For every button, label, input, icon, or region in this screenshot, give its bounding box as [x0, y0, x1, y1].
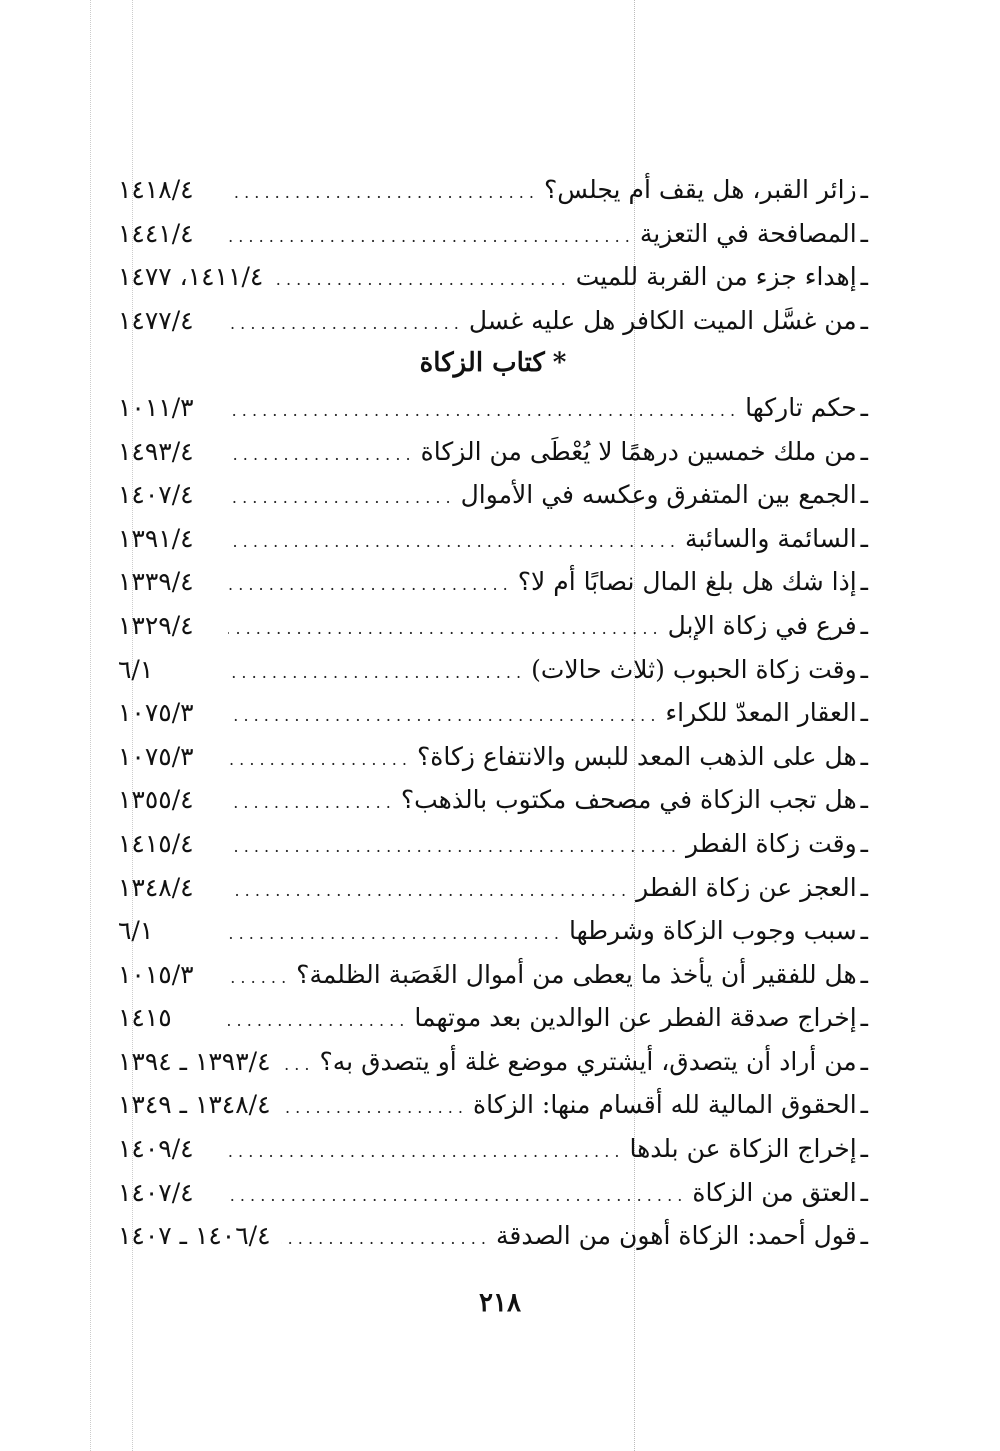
entry-dash: ـ	[860, 872, 868, 902]
entry-title: السائمة والسائبة	[684, 523, 857, 553]
entry-title: حكم تاركها	[745, 392, 857, 422]
leader-dots	[228, 215, 630, 259]
entry-reference: ١٣٩١/٤	[118, 523, 194, 553]
entry-title: من ملك خمسين درهمًا لا يُعْطَى من الزكاة	[420, 436, 857, 466]
entry-dash: ـ	[860, 262, 868, 292]
leader-dots	[228, 607, 658, 651]
leader-dots	[228, 389, 735, 433]
entry-dash: ـ	[860, 436, 868, 466]
leader-dots	[273, 258, 565, 302]
entry-title: الحقوق المالية لله أقسام منها: الزكاة	[473, 1090, 857, 1120]
entry-dash: ـ	[860, 305, 868, 335]
entry-reference: ١٠١٥/٣	[118, 959, 194, 989]
entry-title: المصافحة في التعزية	[639, 218, 857, 248]
entry-dash: ـ	[860, 785, 868, 815]
entry-dash: ـ	[860, 959, 868, 989]
index-entry	[118, 866, 868, 910]
leader-dots	[228, 825, 676, 869]
entry-dash: ـ	[860, 1134, 868, 1164]
entry-title: العتق من الزكاة	[692, 1177, 857, 1207]
index-entry	[118, 648, 868, 692]
entry-title: وقت زكاة الفطر	[686, 828, 857, 858]
index-entry	[118, 430, 868, 474]
index-entry	[118, 299, 868, 343]
entry-title: إخراج صدقة الفطر عن الوالدين بعد موتهما	[414, 1003, 857, 1033]
entry-title: العقار المعدّ للكراء	[665, 698, 857, 728]
entry-dash: ـ	[860, 567, 868, 597]
entry-dash: ـ	[860, 828, 868, 858]
entry-dash: ـ	[860, 741, 868, 771]
entry-dash: ـ	[860, 392, 868, 422]
entry-dash: ـ	[860, 175, 868, 204]
entry-dash: ـ	[860, 610, 868, 640]
leader-dots	[281, 1217, 486, 1261]
index-entry	[118, 1171, 868, 1215]
section-heading-text: كتاب الزكاة	[419, 348, 545, 379]
entry-dash: ـ	[860, 218, 868, 248]
entry-reference: ١٤٠٦/٤ ـ ١٤٠٧	[118, 1221, 271, 1251]
scan-margin-line	[90, 0, 91, 1451]
entry-reference: ١٣٩٣/٤ ـ ١٣٩٤	[118, 1046, 271, 1076]
leader-dots	[228, 956, 286, 1000]
index-entry	[118, 778, 868, 822]
entry-title: إخراج الزكاة عن بلدها	[629, 1134, 857, 1164]
entry-dash: ـ	[860, 523, 868, 553]
entry-reference: ١٣٥٥/٤	[118, 785, 194, 815]
leader-dots	[228, 563, 508, 607]
entry-title: الجمع بين المتفرق وعكسه في الأموال	[460, 480, 857, 510]
leader-dots	[228, 1174, 682, 1218]
leader-dots	[228, 738, 407, 782]
entry-title: هل للفقير أن يأخذ ما يعطى من أموال الغَصَبة الظلمة؟	[296, 959, 857, 989]
entry-reference: ١٣٤٨/٤ ـ ١٣٤٩	[118, 1090, 271, 1120]
entry-reference: ١٣٢٩/٤	[118, 610, 194, 640]
entry-title: سبب وجوب الزكاة وشرطها	[568, 916, 857, 946]
entry-title: هل على الذهب المعد للبس والانتفاع زكاة؟	[416, 741, 857, 771]
leader-dots	[228, 694, 655, 738]
entry-reference: ١٤٤١/٤	[118, 218, 194, 248]
index-entry	[118, 386, 868, 430]
entry-reference: ١٠١١/٣	[118, 392, 194, 422]
index-entry	[118, 255, 868, 299]
leader-dots	[281, 1086, 464, 1130]
entry-title: إذا شك هل بلغ المال نصابًا أم لا؟	[517, 567, 857, 597]
entry-title: إهداء جزء من القربة للميت	[575, 262, 857, 292]
entry-reference: ١٣٣٩/٤	[118, 567, 194, 597]
leader-dots	[228, 1130, 619, 1174]
index-entry	[118, 953, 868, 997]
index-entry	[118, 168, 868, 212]
page-number: ٢١٨	[479, 1288, 521, 1318]
entry-reference: ١٤٠٩/٤	[118, 1134, 194, 1164]
leader-dots	[228, 651, 521, 695]
index-entry	[118, 1083, 868, 1127]
index-entry	[118, 691, 868, 735]
entry-dash: ـ	[860, 1221, 868, 1251]
leader-dots	[228, 781, 391, 825]
index-entry	[118, 560, 868, 604]
entry-reference: ١٤٩٣/٤	[118, 436, 194, 466]
section-heading	[118, 342, 868, 386]
entry-reference: ١٤٧٧/٤	[118, 305, 194, 335]
index-entry	[118, 604, 868, 648]
index-entry	[118, 1214, 868, 1258]
entry-dash: ـ	[860, 1003, 868, 1033]
entry-dash: ـ	[860, 698, 868, 728]
leader-dots	[228, 476, 451, 520]
entry-reference: ١٤٠٧/٤	[118, 1177, 194, 1207]
leader-dots	[228, 869, 626, 913]
index-entry	[118, 517, 868, 561]
leader-dots	[228, 912, 559, 956]
entry-reference: ١٤١٥/٤	[118, 828, 194, 858]
entry-title: زائر القبر، هل يقف أم يجلس؟	[544, 175, 857, 204]
entry-title: فرع في زكاة الإبل	[667, 610, 857, 640]
entry-dash: ـ	[860, 1090, 868, 1120]
index-entry	[118, 822, 868, 866]
entry-dash: ـ	[860, 1177, 868, 1207]
entry-reference: ٦/١	[118, 654, 154, 684]
entry-title: العجز عن زكاة الفطر	[636, 872, 857, 902]
index-entry	[118, 909, 868, 953]
entry-title: هل تجب الزكاة في مصحف مكتوب بالذهب؟	[400, 785, 857, 815]
index-entry	[118, 212, 868, 256]
leader-dots	[228, 302, 459, 346]
index-entry	[118, 1040, 868, 1084]
entry-title: وقت زكاة الحبوب (ثلاث حالات)	[531, 654, 857, 684]
index-entries	[118, 168, 868, 1258]
entry-dash: ـ	[860, 1046, 868, 1076]
entry-reference: ١٤١٨/٤	[118, 175, 194, 204]
entry-dash: ـ	[860, 916, 868, 946]
index-entry	[118, 996, 868, 1040]
entry-reference: ١٠٧٥/٣	[118, 741, 194, 771]
entry-title: قول أحمد: الزكاة أهون من الصدقة	[495, 1221, 857, 1251]
index-entry	[118, 735, 868, 779]
entry-title: من غسَّل الميت الكافر هل عليه غسل	[468, 305, 857, 335]
leader-dots	[228, 433, 411, 477]
entry-reference: ١٤٠٧/٤	[118, 480, 194, 510]
leader-dots	[228, 171, 534, 215]
leader-dots	[228, 999, 404, 1043]
entry-reference: ١٤١٥	[118, 1003, 172, 1033]
leader-dots	[228, 520, 675, 564]
entry-reference: ١٣٤٨/٤	[118, 872, 194, 902]
entry-dash: ـ	[860, 654, 868, 684]
entry-reference: ٦/١	[118, 916, 154, 946]
entry-reference: ١٤١١/٤، ١٤٧٧	[118, 262, 264, 292]
entry-dash: ـ	[860, 480, 868, 510]
leader-dots	[281, 1043, 310, 1087]
index-entry	[118, 1127, 868, 1171]
entry-title: من أراد أن يتصدق، أيشتري موضع غلة أو يتصدق به؟	[319, 1046, 857, 1076]
entry-reference: ١٠٧٥/٣	[118, 698, 194, 728]
section-marker: *	[552, 348, 567, 379]
index-entry	[118, 473, 868, 517]
